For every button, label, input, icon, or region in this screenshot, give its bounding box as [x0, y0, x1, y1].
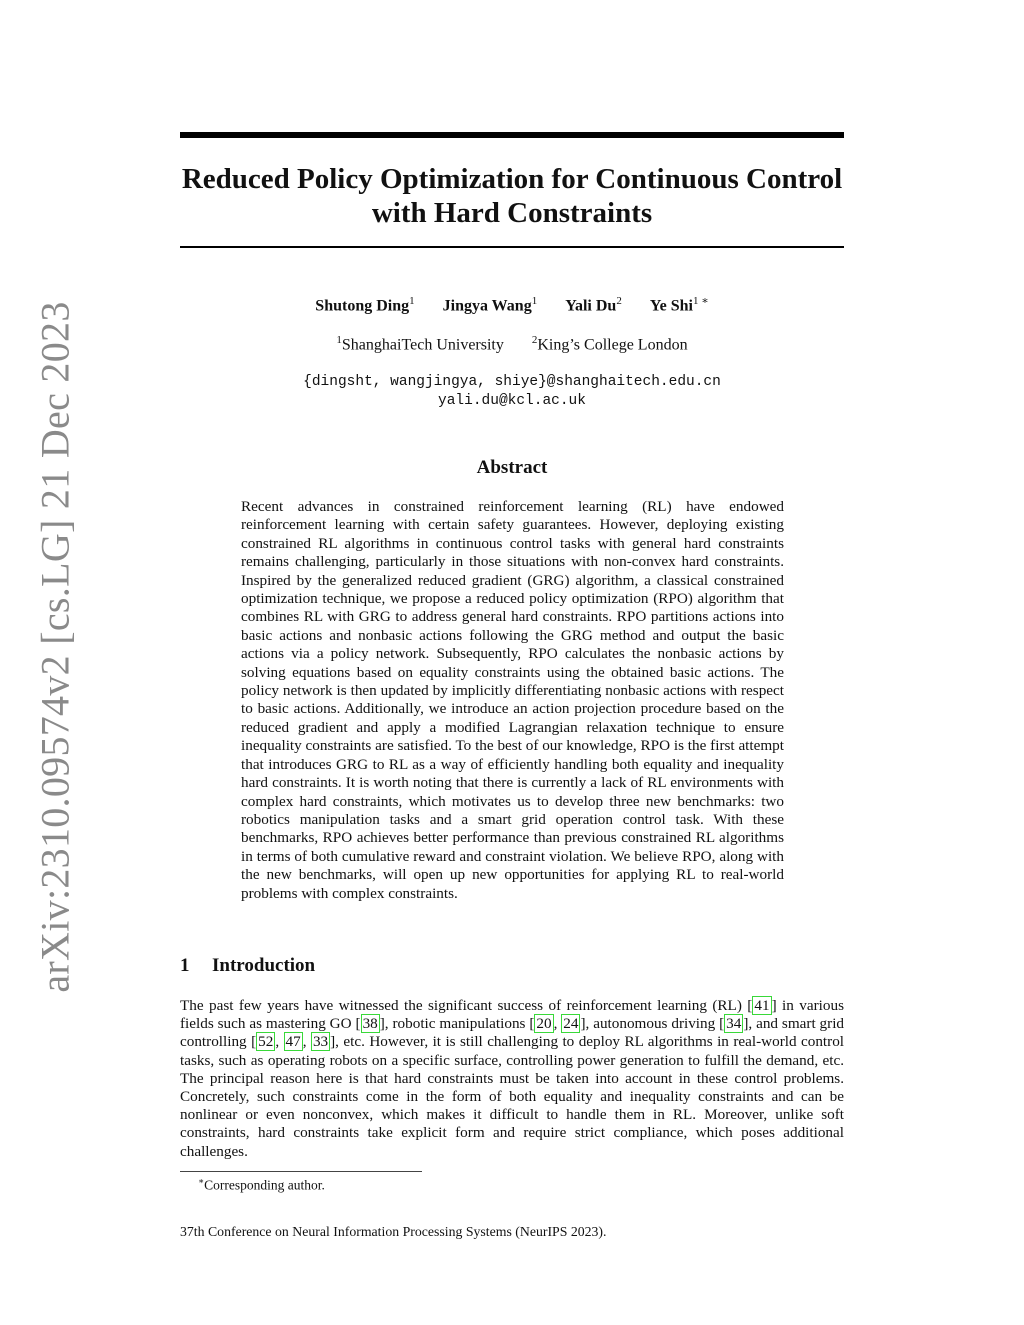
- email-line-2: yali.du@kcl.ac.uk: [438, 393, 586, 409]
- author-2: Jingya Wang$^1$: [442, 295, 538, 315]
- abstract-text: Recent advances in constrained reinforcement learning (RL) have endowed reinforcement learning with certain safety guarantees. However, deploying existing constrained RL algorithms in continuous control tasks with general hard constraints remains challenging, particularly in those situations with non-convex hard constraints. Inspired by the generalized reduced gradient (GRG) algorithm, a classical constrained optimization technique, we propose a reduced policy optimization (RPO) algorithm that combines RL with GRG to address general hard constraints. RPO partitions actions into basic actions and nonbasic actions following the GRG method and output the basic actions via a policy network. Subsequently, RPO calculates the nonbasic actions by solving equations based on equality constraints using the obtained basic actions. The policy network is then updated by implicitly differentiating nonbasic actions with respect to basic actions. Additionally, we introduce an action projection procedure based on the reduced gradient and apply a modified Lagrangian relaxation technique to ensure inequality constraints are satisfied. To the best of our knowledge, RPO is the first attempt that introduces GRG to RL as a way of efficiently handling both equality and inequality hard constraints. It is worth noting that there is currently a lack of RL environments with complex hard constraints, which motivates us to develop three new benchmarks: two robotics manipulation tasks and a smart grid operation control task. With these benchmarks, RPO achieves better performance than previous constrained RL algorithms in terms of both cumulative reward and constraint violation. We believe RPO, along with the new benchmarks, will open up new opportunities for applying RL to real-world problems with complex constraints.: [241, 498, 784, 902]
- footnote: [198, 1176, 325, 1194]
- affiliation-2: $^2$King’s College London: [531, 334, 688, 354]
- citation-link[interactable]: 47: [285, 1033, 301, 1051]
- author-list: [180, 294, 844, 315]
- email-line-1: {dingsht, wangjingya, shiye}@shanghaitech.edu.cn: [303, 374, 721, 390]
- introduction-paragraph: The past few years have witnessed the significant success of reinforcement learning (RL) [ 41 ] in various fields such as mastering GO [ 38 ], robotic manipulations [ 20 , 24 ], autonomous driving [ 34 ], and smart grid controlling [ 52 , 47 , 33 ], etc. However, it is still challenging to deploy RL algorithms in real-world control tasks, such as operating robots on a specific surface, controlling power generation to fulfill the demand, etc. The principal reason here is that hard constraints must be taken into account in these control problems. Concretely, such constraints come in the form of both equality and inequality constraints and can be nonlinear or even nonconvex, which makes it difficult to handle them in RL. Moreover, unlike soft constraints, hard constraints take explicit form and require strict compliance, which poses additional challenges.: [180, 997, 845, 1160]
- section-title: Introduction: [212, 955, 316, 976]
- footnote-rule: [180, 1171, 422, 1172]
- affiliation-1: $^1$ShanghaiTech University: [336, 334, 504, 354]
- citation-link[interactable]: 38: [362, 1015, 378, 1033]
- citation-link[interactable]: 41: [754, 997, 770, 1014]
- abstract-heading: Abstract: [476, 457, 548, 478]
- footnote-text: Corresponding author.: [204, 1177, 325, 1193]
- citation-link[interactable]: 52: [258, 1033, 274, 1051]
- citation-link[interactable]: 34: [726, 1015, 742, 1033]
- affiliation-list: [180, 334, 844, 354]
- author-4: Ye Shi$^{1 ∗}$: [649, 295, 709, 315]
- title-line-1: Reduced Policy Optimization for Continuous Control: [181, 163, 843, 195]
- citation-link[interactable]: 20: [536, 1015, 552, 1033]
- section-number: 1: [180, 955, 190, 976]
- author-3: Yali Du$^2$: [565, 295, 622, 315]
- citation-link[interactable]: 24: [563, 1015, 579, 1033]
- citation-link[interactable]: 33: [312, 1033, 329, 1051]
- footnote-mark: ∗: [198, 1176, 205, 1186]
- venue-footer: 37th Conference on Neural Information Processing Systems (NeurIPS 2023).: [180, 1224, 607, 1239]
- section-heading-introduction: [180, 955, 315, 977]
- title-bottom-rule: [180, 246, 844, 248]
- author-1: Shutong Ding$^1$: [315, 295, 415, 315]
- paper-title: [180, 162, 844, 230]
- arxiv-identifier: arXiv:2310.09574v2 [cs.LG] 21 Dec 2023: [32, 301, 78, 993]
- email-block: [180, 373, 844, 411]
- title-line-2: with Hard Constraints: [371, 197, 653, 229]
- title-top-rule: [180, 132, 844, 138]
